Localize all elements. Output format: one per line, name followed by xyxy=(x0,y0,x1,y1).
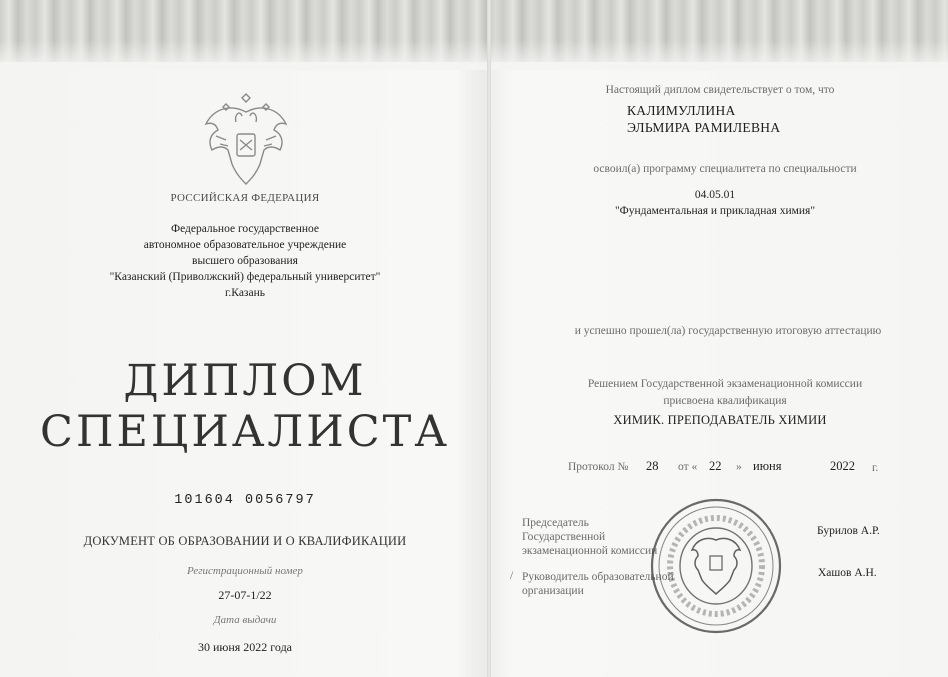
attestation-text: и успешно прошел(ла) государственную итоговую аттестацию xyxy=(574,325,882,337)
head-name: Хашов А.Н. xyxy=(818,567,877,579)
qualification: ХИМИК. ПРЕПОДАВАТЕЛЬ ХИМИИ xyxy=(613,413,827,427)
institution-line-4: "Казанский (Приволжский) федеральный университет" xyxy=(109,271,381,283)
institution-line-3: высшего образования xyxy=(192,255,298,267)
decision-line-2: присвоена квалификация xyxy=(663,395,787,407)
mastered-text: освоил(а) программу специалитета по специальности xyxy=(593,163,857,175)
institution-line-1: Федеральное государственное xyxy=(170,223,319,235)
protocol-from: от « xyxy=(678,461,698,473)
chair-label-line-3: экзаменационной комиссии xyxy=(522,545,658,557)
head-label-line-1: Руководитель образовательной xyxy=(522,571,674,583)
protocol-close-quote: » xyxy=(736,461,742,473)
head-mark: / xyxy=(510,570,514,582)
protocol-year: 2022 xyxy=(830,459,855,473)
issue-date-label: Дата выдачи xyxy=(213,614,277,626)
official-seal-icon xyxy=(648,496,784,636)
graduate-name: ЭЛЬМИРА РАМИЛЕВНА xyxy=(627,120,781,135)
reg-number-label: Регистрационный номер xyxy=(187,565,303,577)
protocol-label: Протокол № xyxy=(568,461,629,473)
head-label-line-2: организации xyxy=(522,585,584,597)
chair-label-line-2: Государственной xyxy=(522,531,606,543)
institution-line-2: автономное образовательное учреждение xyxy=(143,239,347,251)
issue-date: 30 июня 2022 года xyxy=(197,640,293,654)
serial-number: 101604 0056797 xyxy=(174,493,316,508)
protocol-month: июня xyxy=(753,459,782,473)
chair-label-line-1: Председатель xyxy=(522,517,589,529)
coat-of-arms-emblem-icon xyxy=(196,84,296,190)
document-type: ДОКУМЕНТ ОБ ОБРАЗОВАНИИ И О КВАЛИФИКАЦИИ xyxy=(83,534,407,548)
decision-line-1: Решением Государственной экзаменационной комиссии xyxy=(587,378,863,390)
intro-text: Настоящий диплом свидетельствует о том, что xyxy=(605,84,835,96)
diploma-title-line-1: ДИПЛОМ xyxy=(123,356,367,406)
protocol-day: 22 xyxy=(709,459,722,473)
institution-city: г.Казань xyxy=(225,287,265,299)
chair-label xyxy=(522,516,657,558)
diploma-title-line-2: СПЕЦИАЛИСТА xyxy=(40,407,450,457)
chair-name: Бурилов А.Р. xyxy=(817,525,880,537)
specialty-code: 04.05.01 xyxy=(694,189,736,201)
reg-number: 27-07-1/22 xyxy=(218,588,272,602)
graduate-surname: КАЛИМУЛЛИНА xyxy=(627,103,736,118)
protocol-number: 28 xyxy=(646,459,659,473)
protocol-year-suffix: г. xyxy=(872,462,879,474)
page-fold xyxy=(487,0,491,677)
specialty-name: "Фундаментальная и прикладная химия" xyxy=(614,205,816,217)
federation-label: РОССИЙСКАЯ ФЕДЕРАЦИЯ xyxy=(170,192,320,204)
